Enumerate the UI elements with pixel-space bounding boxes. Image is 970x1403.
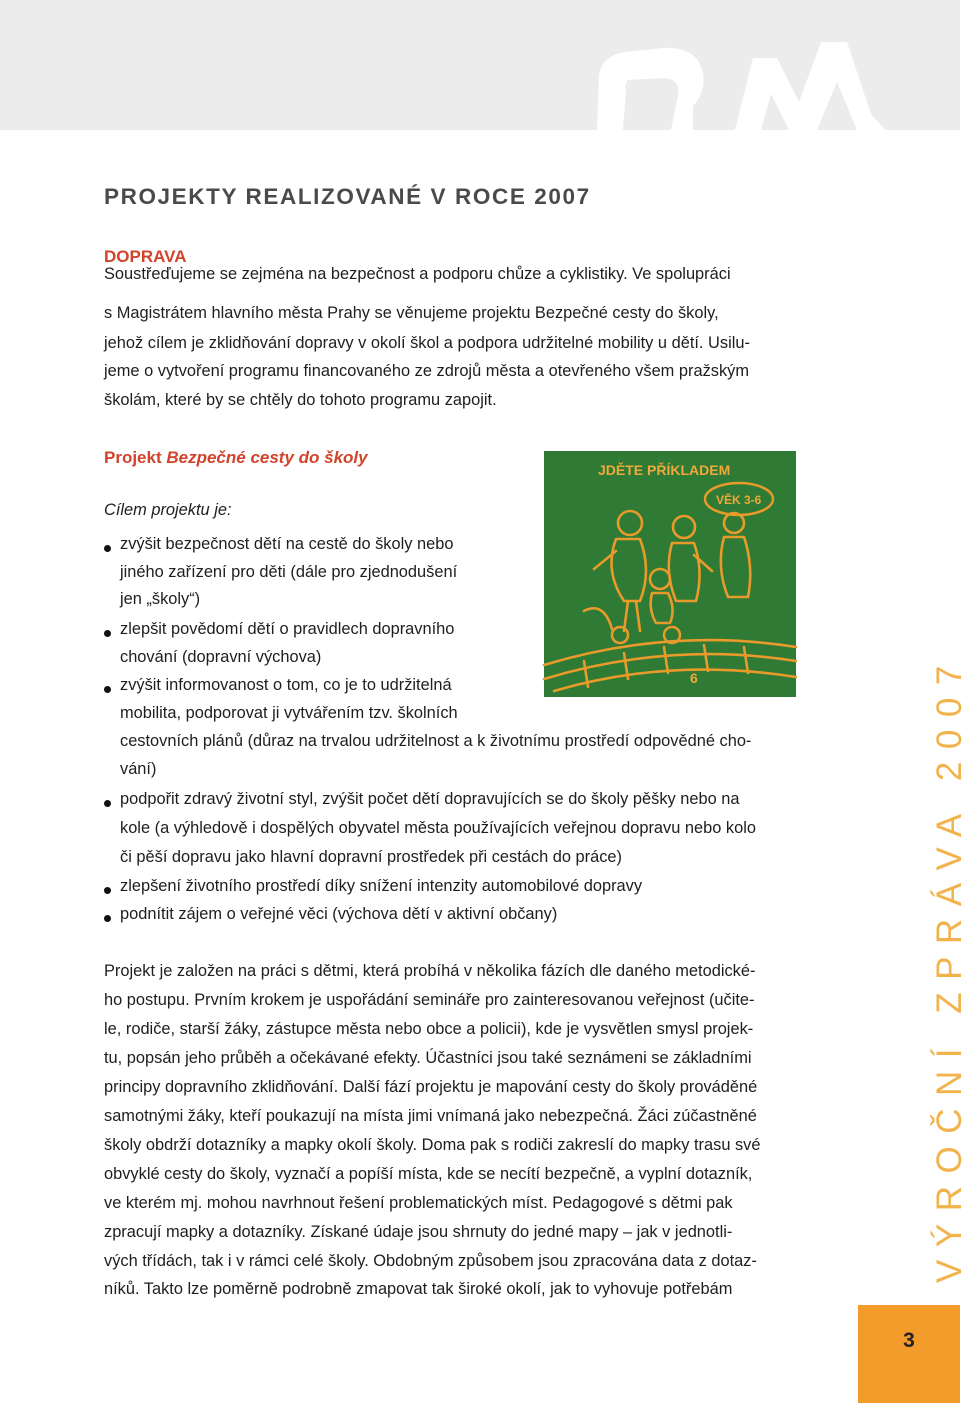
page-number: 3 (903, 1329, 915, 1352)
bullet-icon (104, 915, 111, 922)
body-line: ho postupu. Prvním krokem je uspořádání semináře pro zainteresovanou veřejnost (učite- (104, 991, 755, 1009)
bullet-icon (104, 686, 111, 693)
svg-text:6: 6 (690, 670, 698, 686)
list-item-text: mobilita, podporovat ji vytvářením tzv. školních (120, 704, 458, 722)
bullet-icon (104, 800, 111, 807)
goals-label: Cílem projektu je: (104, 501, 232, 519)
children-illustration (544, 451, 796, 697)
body-line: Projekt je založen na práci s dětmi, která probíhá v několika fázích dle daného metodické- (104, 962, 756, 980)
intro-line: s Magistrátem hlavního města Prahy se věnujeme projektu Bezpečné cesty do školy, (104, 304, 719, 322)
body-line: tu, popsán jeho průběh a očekávané efekty. Účastníci jsou také seznámeni se základními (104, 1049, 752, 1067)
list-item-text: vání) (120, 760, 157, 778)
svg-text:VĚK 3-6: VĚK 3-6 (716, 493, 762, 507)
list-item-text: podpořit zdravý životní styl, zvýšit počet dětí dopravujících se do školy pěšky nebo na (120, 790, 740, 808)
body-line: le, rodiče, starší žáky, zástupce města nebo obce a policii), kde je vysvětlen smysl projek- (104, 1020, 754, 1038)
page-title: PROJEKTY REALIZOVANÉ V ROCE 2007 (104, 184, 591, 209)
list-item-text: zlepšení životního prostředí díky snížení intenzity automobilové dopravy (120, 877, 643, 895)
body-line: obvyklé cesty do školy, vyznačí a popíší místa, kde se necítí bezpečně, a vyplní dotazník, (104, 1165, 753, 1183)
body-line: níků. Takto lze poměrně podrobně zmapovat tak široké okolí, jak to vyhovuje potřebám (104, 1280, 733, 1298)
list-item-text: či pěší dopravu jako hlavní dopravní prostředek při cestách do práce) (120, 848, 623, 866)
project-heading: Projekt Bezpečné cesty do školy (104, 448, 368, 467)
list-item-text: jiného zařízení pro děti (dále pro zjednodušení (120, 563, 458, 581)
page-number-box (858, 1305, 960, 1403)
intro-line: jeme o vytvoření programu financovaného ze zdrojů města a otevřeného všem pražským (104, 362, 750, 380)
section-heading: DOPRAVA (104, 247, 187, 266)
body-line: školy obdrží dotazníky a mapky okolí školy. Doma pak s rodiči zakreslí do mapky trasu své (104, 1136, 761, 1154)
list-item-text: kole (a výhledově i dospělých obyvatel města používajících veřejnou dopravu nebo kolo (120, 819, 756, 837)
list-item-text: zvýšit informovanost o tom, co je to udržitelná (120, 676, 452, 694)
intro-line: jehož cílem je zklidňování dopravy v okolí škol a podpora udržitelné mobility u dětí. Usilu- (104, 334, 750, 352)
list-item-text: chování (dopravní výchova) (120, 648, 322, 666)
dm-logo (585, 18, 960, 130)
list-item-text: cestovních plánů (důraz na trvalou udržitelnost a k životnímu prostředí odpovědné cho- (120, 732, 752, 750)
svg-text:JDĚTE PŘÍKLADEM: JDĚTE PŘÍKLADEM (598, 462, 731, 478)
intro-line: školám, které by se chtěly do tohoto programu zapojit. (104, 391, 497, 409)
body-line: principy dopravního zklidňování. Další fází projektu je mapování cesty do školy prováděné (104, 1078, 758, 1096)
bullet-icon (104, 630, 111, 637)
body-line: vých třídách, tak i v rámci celé školy. Obdobným způsobem jsou zpracována data z dotaz- (104, 1252, 757, 1270)
list-item-text: podnítit zájem o veřejné věci (výchova dětí v aktivní občany) (120, 905, 558, 923)
annual-report-sidebar: VÝROČNÍ ZPRÁVA 2007 (930, 653, 969, 1283)
bullet-icon (104, 887, 111, 894)
list-item-text: jen „školy“) (120, 590, 201, 608)
bullet-icon (104, 545, 111, 552)
body-line: samotnými žáky, kteří poukazují na místa jimi vnímaná jako nebezpečná. Žáci zúčastněné (104, 1107, 757, 1125)
list-item-text: zlepšit povědomí dětí o pravidlech dopravního (120, 620, 455, 638)
list-item-text: zvýšit bezpečnost dětí na cestě do školy nebo (120, 535, 454, 553)
intro-line: Soustřeďujeme se zejména na bezpečnost a podporu chůze a cyklistiky. Ve spolupráci (104, 265, 731, 283)
body-line: zpracují mapky a dotazníky. Získané údaje jsou shrnuty do jedné mapy – jak v jednotli- (104, 1223, 733, 1241)
body-line: ve kterém mj. mohou navrhnout řešení problematických míst. Pedagogové s dětmi pak (104, 1194, 733, 1212)
